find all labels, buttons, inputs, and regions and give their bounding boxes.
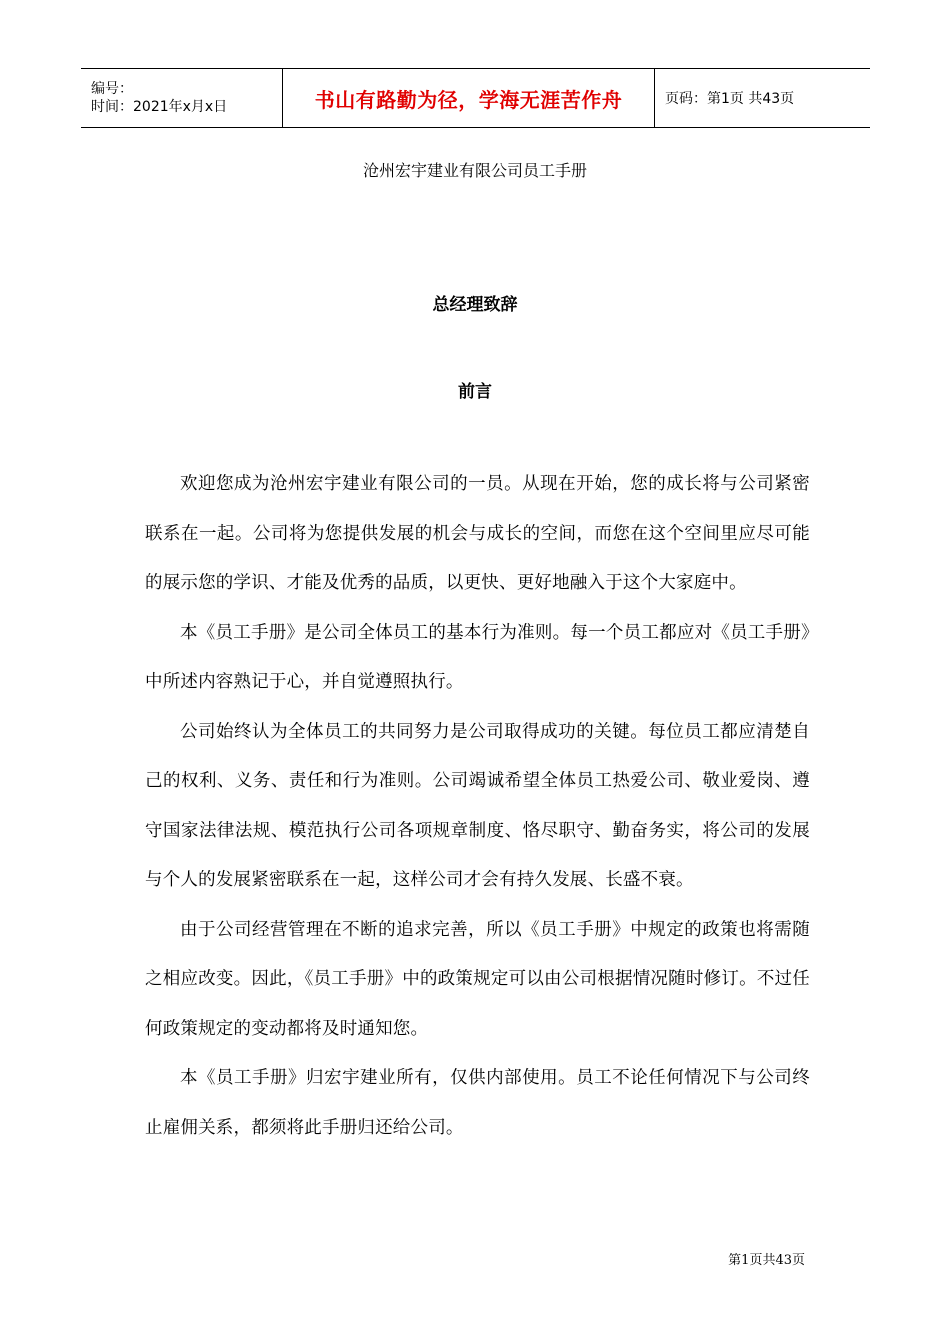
paragraph: 本《员工手册》归宏宇建业所有，仅供内部使用。员工不论任何情况下与公司终止雇佣关系，都须将此手册归还给公司。 (145, 1068, 810, 1138)
section-heading-gm-speech: 总经理致辞 (432, 295, 518, 315)
section-heading-preface: 前言 (458, 382, 492, 402)
date-label: 时间：2021年x月x日 (91, 99, 228, 115)
header-info (81, 69, 282, 127)
header-motto-cell (282, 69, 655, 127)
motto-text: 书山有路勤为径，学海无涯苦作舟 (314, 87, 623, 112)
header-page-number: 页码：第1页 共43页 (665, 91, 795, 107)
page-header (81, 68, 870, 128)
paragraph: 由于公司经营管理在不断的追求完善，所以《员工手册》中规定的政策也将需随之相应改变。因此，《员工手册》中的政策规定可以由公司根据情况随时修订。不过任何政策规定的变动都将及时通知您。 (145, 919, 810, 1039)
paragraph: 本《员工手册》是公司全体员工的基本行为准则。每一个员工都应对《员工手册》中所述内容熟记于心，并自觉遵照执行。 (145, 622, 810, 692)
header-page-cell (655, 69, 870, 127)
footer-page-number: 第1页共43页 (728, 1253, 805, 1268)
paragraph: 公司始终认为全体员工的共同努力是公司取得成功的关键。每位员工都应清楚自己的权利、义务、责任和行为准则。公司竭诚希望全体员工热爱公司、敬业爱岗、遵守国家法律法规、模范执行公司各项规章制度、恪尽职守、勤奋务实，将公司的发展与个人的发展紧密联系在一起，这样公司才会有持久发展、长盛不衰。 (145, 721, 810, 890)
paragraph: 欢迎您成为沧州宏宇建业有限公司的一员。从现在开始，您的成长将与公司紧密联系在一起。公司将为您提供发展的机会与成长的空间，而您在这个空间里应尽可能的展示您的学识、才能及优秀的品质，以更快、更好地融入于这个大家庭中。 (145, 474, 810, 593)
preface-body (145, 460, 810, 1153)
serial-number-label: 编号： (91, 81, 133, 97)
document-title: 沧州宏宇建业有限公司员工手册 (362, 161, 587, 180)
